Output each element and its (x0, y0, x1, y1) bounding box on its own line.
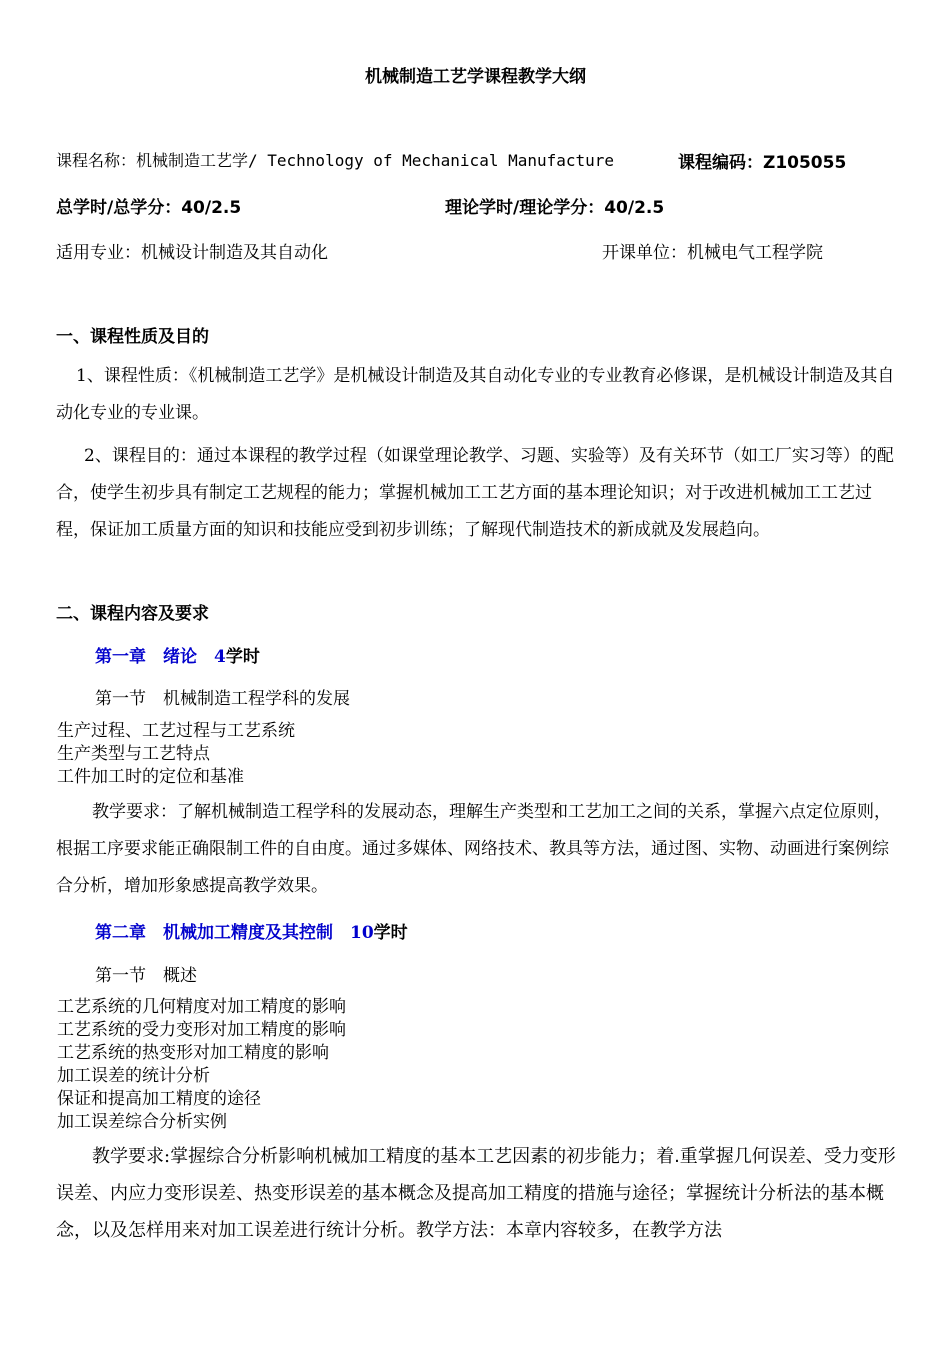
list-item: 保证和提高加工精度的途径 (57, 1089, 261, 1109)
chapter1-title (95, 642, 260, 667)
theory-hours: 理论学时/理论学分：40/2.5 (445, 198, 665, 218)
chapter2-title-hours: 学时 (373, 923, 408, 943)
chapter1-requirements: 教学要求：了解机械制造工程学科的发展动态，理解生产类型和工艺加工之间的关系，掌握六点定位原则，根据工序要求能正确限制工件的自由度。通过多媒体、网络技术、教具等方法，通过图、实物、动画进行案例综合分析，增加形象感提高教学效果。 (56, 802, 891, 896)
chapter1-section1: 第一节 机械制造工程学科的发展 (95, 689, 350, 709)
course-code: 课程编码：Z105055 (678, 153, 847, 173)
chapter1-list (57, 720, 295, 789)
chapter2-requirements-text: 掌握综合分析影响机械加工精度的基本工艺因素的初步能力；着.重掌握几何误差、受力变形误差、内应力变形误差、热变形误差的基本概念及提高加工精度的措施与途径；掌握统计分析法的基本概念，以及怎样用来对加工误差进行统计分析。教学方法：本章内容较多，在教学方法 (56, 1146, 896, 1241)
section1-paragraph-1: 1、课程性质：《机械制造工艺学》是机械设计制造及其自动化专业的专业教育必修课，是机械设计制造及其自动化专业的专业课。 (56, 366, 895, 423)
course-name-text: 课程名称：机械制造工艺学/ Technology of Mechanical Manufacture (56, 151, 615, 170)
chapter2-title-main: 第二章 机械加工精度及其控制 10 (95, 923, 374, 943)
department: 开课单位：机械电气工程学院 (602, 243, 823, 263)
list-item: 生产过程、工艺过程与工艺系统 (57, 721, 295, 741)
section2-heading: 二、课程内容及要求 (56, 604, 209, 624)
chapter2-section1: 第一节 概述 (95, 966, 197, 986)
chapter2-title (95, 918, 408, 943)
list-item: 工艺系统的几何精度对加工精度的影响 (57, 997, 346, 1017)
document-title: 机械制造工艺学课程教学大纲 (365, 67, 586, 87)
chapter2-list (57, 996, 346, 1134)
list-item: 加工误差的统计分析 (57, 1066, 210, 1086)
list-item: 加工误差综合分析实例 (57, 1112, 227, 1132)
list-item: 工艺系统的热变形对加工精度的影响 (57, 1043, 329, 1063)
section1-paragraph-2: 2、课程目的：通过本课程的教学过程（如课堂理论教学、习题、实验等）及有关环节（如工厂实习等）的配合，使学生初步具有制定工艺规程的能力；掌握机械加工工艺方面的基本理论知识；对于改进机械加工工艺过程，保证加工质量方面的知识和技能应受到初步训练；了解现代制造技术的新成就及发展趋向。 (56, 446, 894, 540)
chapter2-requirements (56, 1138, 896, 1249)
chapter1-title-hours: 学时 (225, 647, 260, 667)
major: 适用专业：机械设计制造及其自动化 (56, 243, 328, 263)
list-item: 生产类型与工艺特点 (57, 744, 210, 764)
course-name (56, 148, 614, 171)
section1-heading: 一、课程性质及目的 (56, 327, 209, 347)
list-item: 工件加工时的定位和基准 (57, 767, 244, 787)
chapter1-title-main: 第一章 绪论 4 (95, 647, 226, 667)
total-hours: 总学时/总学分：40/2.5 (56, 198, 242, 218)
chapter2-requirements-label: 教学要求: (92, 1146, 171, 1167)
list-item: 工艺系统的受力变形对加工精度的影响 (57, 1020, 346, 1040)
